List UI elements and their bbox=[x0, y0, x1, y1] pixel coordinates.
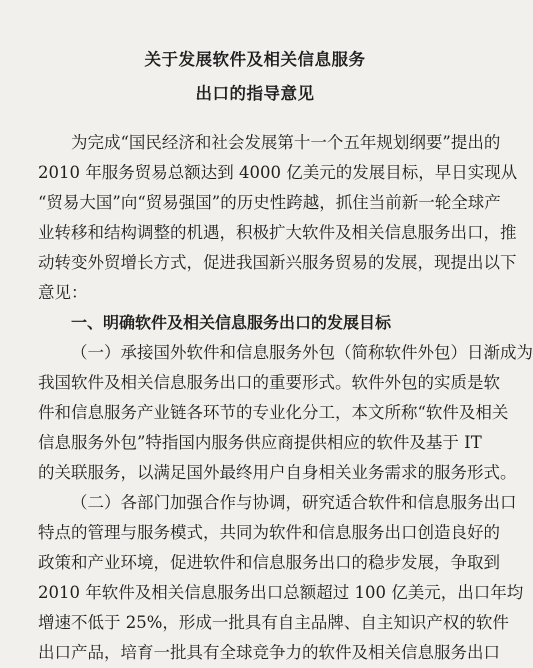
item-1-line: 我国软件及相关信息服务出口的重要形式。软件外包的实质是软 bbox=[38, 373, 500, 392]
intro-line: 为完成“国民经济和社会发展第十一个五年规划纲要”提出的 bbox=[71, 133, 501, 152]
item-2-line: 2010 年软件及相关信息服务出口总额超过 100 亿美元，出口年均 bbox=[38, 583, 524, 602]
item-2-line: 特点的管理与服务模式，共同为软件和信息服务出口创造良好的 bbox=[38, 523, 500, 542]
intro-line: “贸易大国”向“贸易强国”的历史性跨越，抓住当前新一轮全球产 bbox=[38, 193, 501, 212]
item-1-line: 的关联服务，以满足国外最终用户自身相关业务需求的服务形式。 bbox=[38, 463, 517, 482]
item-2-line: （二）各部门加强合作与协调，研究适合软件和信息服务出口 bbox=[71, 493, 517, 512]
section-heading-1: 一、明确软件及相关信息服务出口的发展目标 bbox=[71, 313, 392, 332]
intro-line: 动转变外贸增长方式，促进我国新兴服务贸易的发展，现提出以下 bbox=[38, 253, 517, 272]
item-2-line: 政策和产业环境，促进软件和信息服务出口的稳步发展，争取到 bbox=[38, 553, 500, 572]
intro-paragraph bbox=[38, 128, 518, 308]
item-1-line: 件和信息服务产业链各环节的专业化分工，本文所称“软件及相关 bbox=[38, 403, 509, 422]
document-title-line-2: 出口的指导意见 bbox=[195, 84, 315, 103]
intro-line: 2010 年服务贸易总额达到 4000 亿美元的发展目标，早日实现从 bbox=[38, 163, 518, 182]
item-1-line: （一）承接国外软件和信息服务外包（简称软件外包）日渐成为 bbox=[71, 343, 533, 362]
intro-line: 业转移和结构调整的机遇，积极扩大软件及相关信息服务出口，推 bbox=[38, 223, 517, 242]
item-1-line: 信息服务外包”特指国内服务供应商提供相应的软件及基于 IT bbox=[38, 433, 482, 452]
item-2-line: 出口产品，培育一批具有全球竞争力的软件及相关信息服务出口 bbox=[38, 643, 500, 662]
item-1-paragraph bbox=[38, 338, 533, 488]
document-title-line-1: 关于发展软件及相关信息服务 bbox=[144, 50, 366, 69]
intro-line: 意见： bbox=[38, 283, 88, 302]
item-2-line: 增速不低于 25%，形成一批具有自主品牌、自主知识产权的软件 bbox=[38, 613, 509, 632]
item-2-paragraph bbox=[38, 488, 524, 668]
